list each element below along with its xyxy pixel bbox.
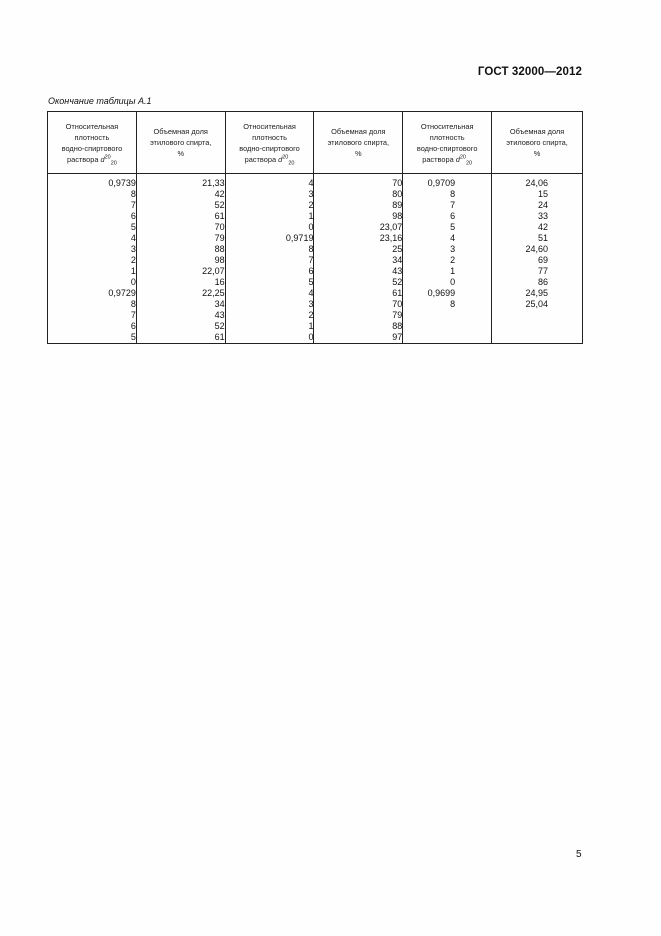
density-cell: 0,9709 (403, 174, 492, 190)
table-header-row (48, 112, 583, 174)
table-row (48, 211, 583, 222)
volume-cell: 61 (314, 288, 403, 299)
header-density-1: Относительная плотность водно-спиртового раствора $d^{20}_{20}$ (48, 112, 137, 174)
table-caption: Окончание таблицы А.1 (48, 96, 152, 106)
volume-cell: 70 (136, 222, 225, 233)
volume-cell: 79 (136, 233, 225, 244)
density-cell: 1 (48, 266, 137, 277)
table-row (48, 310, 583, 321)
volume-cell: 52 (314, 277, 403, 288)
volume-cell: 33 (492, 211, 583, 222)
volume-cell: 52 (136, 200, 225, 211)
density-cell: 3 (403, 244, 492, 255)
density-cell: 7 (48, 200, 137, 211)
density-cell: 4 (48, 233, 137, 244)
table-row (48, 244, 583, 255)
table-row (48, 321, 583, 332)
volume-cell: 61 (136, 332, 225, 344)
density-cell: 7 (403, 200, 492, 211)
volume-cell: 34 (136, 299, 225, 310)
volume-cell: 23,16 (314, 233, 403, 244)
volume-cell: 77 (492, 266, 583, 277)
page-number: 5 (576, 849, 582, 860)
volume-cell: 86 (492, 277, 583, 288)
volume-cell: 69 (492, 255, 583, 266)
volume-cell: 23,07 (314, 222, 403, 233)
volume-cell: 97 (314, 332, 403, 344)
density-cell: 8 (225, 244, 314, 255)
table-row (48, 189, 583, 200)
density-cell: 0 (403, 277, 492, 288)
volume-cell: 52 (136, 321, 225, 332)
density-cell: 3 (225, 299, 314, 310)
density-cell: 4 (225, 288, 314, 299)
density-cell: 2 (403, 255, 492, 266)
table-row (48, 233, 583, 244)
volume-cell (492, 321, 583, 332)
header-volume-2: Объемная доля этилового спирта, % (314, 112, 403, 174)
volume-cell: 88 (314, 321, 403, 332)
density-cell: 8 (48, 189, 137, 200)
density-cell: 8 (403, 189, 492, 200)
density-cell: 8 (403, 299, 492, 310)
density-cell: 5 (225, 277, 314, 288)
table-body (48, 174, 583, 344)
volume-cell: 98 (136, 255, 225, 266)
volume-cell (492, 310, 583, 321)
table-row (48, 255, 583, 266)
volume-cell: 21,33 (136, 174, 225, 190)
volume-cell: 22,25 (136, 288, 225, 299)
density-cell: 5 (48, 332, 137, 344)
density-cell: 0 (225, 222, 314, 233)
volume-cell: 61 (136, 211, 225, 222)
density-cell: 6 (48, 211, 137, 222)
volume-cell: 34 (314, 255, 403, 266)
volume-cell: 25,04 (492, 299, 583, 310)
density-cell: 0 (225, 332, 314, 344)
header-density-3: Относительная плотность водно-спиртового раствора $d^{20}_{20}$ (403, 112, 492, 174)
density-cell: 2 (225, 310, 314, 321)
density-cell: 1 (225, 321, 314, 332)
density-cell: 8 (48, 299, 137, 310)
volume-cell: 88 (136, 244, 225, 255)
density-cell: 0 (48, 277, 137, 288)
density-cell: 0,9729 (48, 288, 137, 299)
density-cell (403, 321, 492, 332)
density-cell: 6 (225, 266, 314, 277)
density-cell: 7 (225, 255, 314, 266)
table-row (48, 299, 583, 310)
table-row (48, 332, 583, 344)
volume-cell: 24,95 (492, 288, 583, 299)
volume-cell (492, 332, 583, 344)
density-cell: 5 (403, 222, 492, 233)
density-cell: 3 (48, 244, 137, 255)
density-cell: 3 (225, 189, 314, 200)
density-cell (403, 310, 492, 321)
table-row (48, 222, 583, 233)
density-cell: 4 (225, 174, 314, 190)
density-cell (403, 332, 492, 344)
density-cell: 7 (48, 310, 137, 321)
volume-cell: 80 (314, 189, 403, 200)
volume-cell: 70 (314, 299, 403, 310)
volume-cell: 43 (314, 266, 403, 277)
volume-cell: 16 (136, 277, 225, 288)
volume-cell: 79 (314, 310, 403, 321)
volume-cell: 15 (492, 189, 583, 200)
density-cell: 4 (403, 233, 492, 244)
volume-cell: 24,06 (492, 174, 583, 190)
volume-cell: 42 (136, 189, 225, 200)
header-density-2: Относительная плотность водно-спиртового раствора $d^{20}_{20}$ (225, 112, 314, 174)
volume-cell: 24 (492, 200, 583, 211)
volume-cell: 51 (492, 233, 583, 244)
table-row (48, 288, 583, 299)
density-table (47, 111, 583, 344)
table-row (48, 174, 583, 190)
table-row (48, 200, 583, 211)
volume-cell: 43 (136, 310, 225, 321)
table-row (48, 277, 583, 288)
document-id: ГОСТ 32000—2012 (477, 66, 582, 78)
density-cell: 2 (48, 255, 137, 266)
volume-cell: 70 (314, 174, 403, 190)
header-volume-3: Объемная доля этилового спирта, % (492, 112, 583, 174)
density-cell: 1 (225, 211, 314, 222)
volume-cell: 25 (314, 244, 403, 255)
density-cell: 6 (403, 211, 492, 222)
table-row (48, 266, 583, 277)
volume-cell: 98 (314, 211, 403, 222)
density-cell: 0,9699 (403, 288, 492, 299)
header-volume-1: Объемная доля этилового спирта, % (136, 112, 225, 174)
density-cell: 0,9719 (225, 233, 314, 244)
volume-cell: 89 (314, 200, 403, 211)
density-cell: 2 (225, 200, 314, 211)
density-cell: 0,9739 (48, 174, 137, 190)
volume-cell: 22,07 (136, 266, 225, 277)
density-cell: 5 (48, 222, 137, 233)
density-cell: 1 (403, 266, 492, 277)
volume-cell: 42 (492, 222, 583, 233)
volume-cell: 24,60 (492, 244, 583, 255)
density-cell: 6 (48, 321, 137, 332)
